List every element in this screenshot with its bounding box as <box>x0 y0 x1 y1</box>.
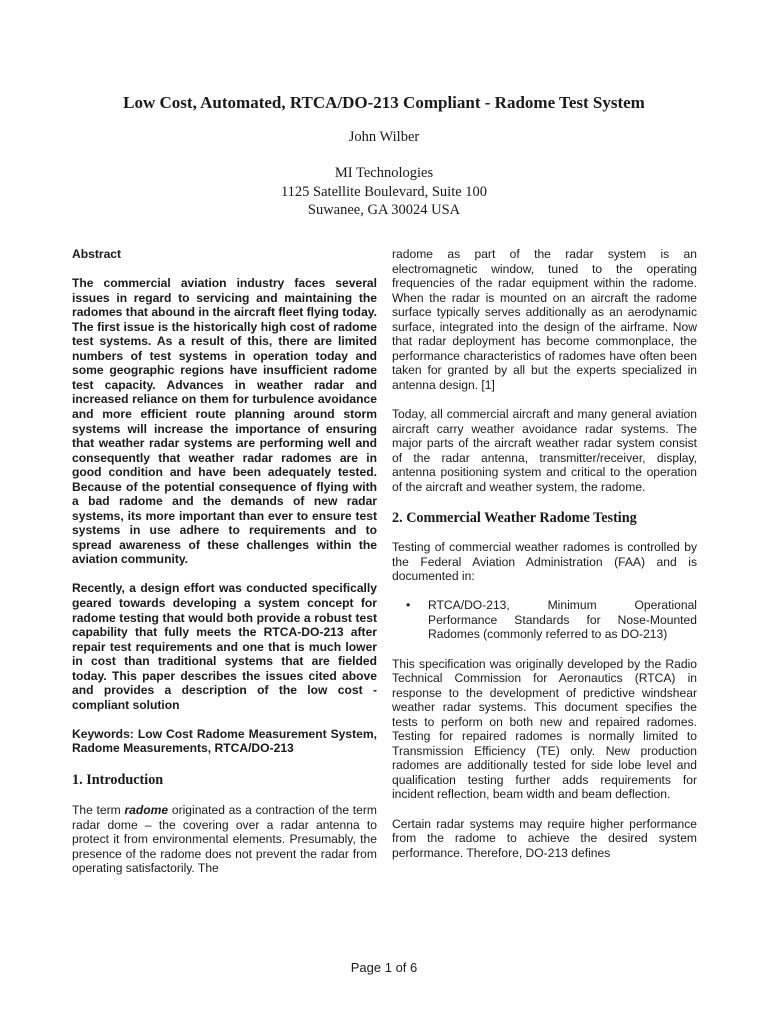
bullet-icon: • <box>406 598 411 613</box>
right-paragraph-4: This specification was originally developed by the Radio Technical Commission for Aeronautics (RTCA) in response to the development of predictive windshear weather radar systems. This document specifies the tests to perform on both new and repaired radomes. Testing for repaired radomes is normally limited to Transmission Efficiency (TE) only. New production radomes are additionally tested for side lobe level and qualification testing further adds requirements for incident reflection, beam width and beam deflection. <box>392 656 697 802</box>
organization: MI Technologies <box>334 165 434 181</box>
radome-term: radome <box>124 803 169 817</box>
intro-text-start: The term <box>72 803 125 817</box>
abstract-paragraph-2: Recently, a design effort was conducted specifically geared towards developing a system concept for radome testing that would both provide a robust test capability that fully meets the RTCA-DO-213 after repair test requirements and one that is much lower in cost than traditional systems that are fielded today. This paper describes the issues cited above and provides a description of the low cost - compliant solution <box>72 581 377 712</box>
keywords: Keywords: Low Cost Radome Measurement System, Radome Measurements, RTCA/DO-213 <box>72 726 377 756</box>
section-1-heading: 1. Introduction <box>72 772 164 788</box>
intro-text-rest: originated as a contraction of the term radar dome – the covering over a radar antenna to protect it from environmental elements. Presumably, the presence of the radome does not prevent the radar from operating satisfactorily. The <box>72 803 377 876</box>
page-number: Page 1 of 6 <box>350 960 418 975</box>
affiliation-block <box>40 164 728 220</box>
bullet-text: RTCA/DO-213, Minimum Operational Performance Standards for Nose-Mounted Radomes (commonly referred to as DO-213) <box>428 598 697 642</box>
abstract-heading: Abstract <box>72 247 122 261</box>
abstract-paragraph-1: The commercial aviation industry faces several issues in regard to servicing and maintaining the radomes that abound in the aircraft fleet flying today. The first issue is the historically high cost of radome test systems. As a result of this, there are limited numbers of test systems in operation today and some geographic regions have insufficient radome test capacity. Advances in weather radar and increased reliance on them for turbulence avoidance and more efficient route planning around storm systems will increase the importance of ensuring that weather radar systems are performing well and consequently that weather radar radomes are in good condition and have been adequately tested. Because of the potential consequence of flying with a bad radome and the demands of new radar systems, its more important than ever to ensure test systems in use adhere to requirements and to spread awareness of these challenges within the aviation community. <box>72 276 377 567</box>
right-column <box>392 247 697 875</box>
right-paragraph-1: radome as part of the radar system is an electromagnetic window, tuned to the operating frequencies of the radar equipment within the radome. When the radar is mounted on an aircraft the radome surface typically serves additionally as an aerodynamic surface, integrated into the design of the airframe. Now that radar deployment has become commonplace, the performance characteristics of radomes have often been taken for granted by all but the experts specialized in antenna design. [1] <box>392 247 697 392</box>
right-paragraph-2: Today, all commercial aircraft and many general aviation aircraft carry weather avoidance radar systems. The major parts of the aircraft weather radar system consist of the radar antenna, transmitter/receiver, display, antenna positioning system and critical to the operation of the aircraft and weather system, the radome. <box>392 406 697 494</box>
section-2-heading: 2. Commercial Weather Radome Testing <box>392 510 637 527</box>
right-paragraph-5: Certain radar systems may require higher performance from the radome to achieve the desired system performance. Therefore, DO-213 defines <box>392 816 697 860</box>
left-column <box>72 247 377 890</box>
author-name: John Wilber <box>348 129 420 145</box>
address-line-2: Suwanee, GA 30024 USA <box>307 202 461 219</box>
introduction-paragraph <box>72 803 377 876</box>
list-item <box>406 598 697 642</box>
paper-title: Low Cost, Automated, RTCA/DO-213 Compliant - Radome Test System <box>123 93 645 112</box>
right-paragraph-3: Testing of commercial weather radomes is controlled by the Federal Aviation Administration (FAA) and is documented in: <box>392 540 697 584</box>
address-line-1: 1125 Satellite Boulevard, Suite 100 <box>280 183 488 200</box>
